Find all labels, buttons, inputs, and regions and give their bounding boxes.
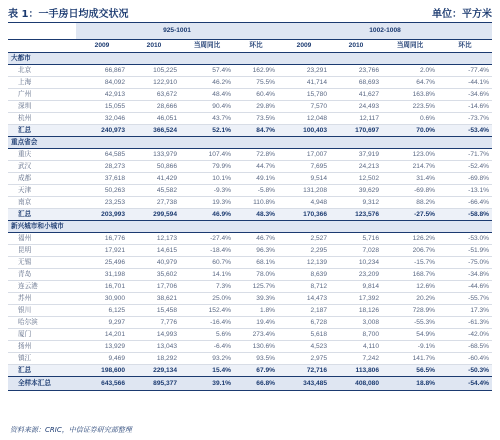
section-title: 大都市	[8, 53, 492, 65]
table-row	[8, 305, 492, 317]
table-cell: -58.8%	[438, 209, 492, 221]
table-cell: 46.7%	[234, 233, 278, 245]
table-cell: 18,292	[128, 353, 180, 365]
table-cell: 57.4%	[180, 65, 234, 77]
row-label: 武汉	[8, 161, 76, 173]
table-cell: 84,092	[76, 77, 128, 89]
table-cell: 29.8%	[234, 101, 278, 113]
row-label: 连云港	[8, 281, 76, 293]
table-cell: 25.0%	[180, 293, 234, 305]
section-header	[8, 137, 492, 149]
table-cell: 133,979	[128, 149, 180, 161]
table-cell: -61.3%	[438, 317, 492, 329]
row-label: 苏州	[8, 293, 76, 305]
table-cell: 15,458	[128, 305, 180, 317]
table-cell: -42.0%	[438, 329, 492, 341]
table-cell: 9,814	[330, 281, 382, 293]
table-cell: 105,225	[128, 65, 180, 77]
table-cell: 90.4%	[180, 101, 234, 113]
table-cell: 214.7%	[382, 161, 438, 173]
table-cell: 88.2%	[382, 197, 438, 209]
table-cell: 343,485	[278, 377, 330, 391]
table-title-row	[8, 5, 492, 19]
table-row	[8, 185, 492, 197]
table-cell: 141.7%	[382, 353, 438, 365]
table-cell: 18.8%	[382, 377, 438, 391]
table-cell: 14,201	[76, 329, 128, 341]
table-row	[8, 113, 492, 125]
table-cell: 12.6%	[382, 281, 438, 293]
row-label: 汇总	[8, 209, 76, 221]
table-cell: 0.6%	[382, 113, 438, 125]
table-cell: -34.6%	[438, 89, 492, 101]
table-cell: 3,008	[330, 317, 382, 329]
row-label: 杭州	[8, 113, 76, 125]
row-label: 天津	[8, 185, 76, 197]
table-cell: 110.8%	[234, 197, 278, 209]
table-cell: -51.9%	[438, 245, 492, 257]
table-title: 表 1：一手房日均成交状况	[8, 9, 129, 20]
section-title: 新兴城市和小城市	[8, 221, 492, 233]
table-cell: 16,701	[76, 281, 128, 293]
table-cell: 162.9%	[234, 65, 278, 77]
table-cell: 40,979	[128, 257, 180, 269]
table-cell: 123.0%	[382, 149, 438, 161]
table-cell: 229,134	[128, 365, 180, 377]
unit-label: 单位：平方米	[432, 9, 492, 20]
table-cell: 45,582	[128, 185, 180, 197]
table-cell: 23,253	[76, 197, 128, 209]
table-cell: 66.8%	[234, 377, 278, 391]
table-body	[8, 53, 492, 391]
table-cell: 170,366	[278, 209, 330, 221]
table-cell: -77.4%	[438, 65, 492, 77]
table-cell: 39,629	[330, 185, 382, 197]
table-cell: 366,524	[128, 125, 180, 137]
header-group-b: 1002-1008	[278, 23, 492, 40]
col-header: 2009	[278, 40, 330, 53]
table-cell: 12,048	[278, 113, 330, 125]
header-corner-2	[8, 40, 76, 53]
table-cell: 32,046	[76, 113, 128, 125]
table-cell: 16,776	[76, 233, 128, 245]
table-cell: 8,639	[278, 269, 330, 281]
table-cell: 9,297	[76, 317, 128, 329]
table-cell: 2.0%	[382, 65, 438, 77]
table-cell: 152.4%	[180, 305, 234, 317]
table-cell: 17,706	[128, 281, 180, 293]
table-cell: 23,291	[278, 65, 330, 77]
table-cell: -53.0%	[438, 233, 492, 245]
row-label: 无锡	[8, 257, 76, 269]
table-row	[8, 161, 492, 173]
table-row	[8, 233, 492, 245]
table-cell: 2,187	[278, 305, 330, 317]
table-cell: 8,712	[278, 281, 330, 293]
table-cell: 125.7%	[234, 281, 278, 293]
table-cell: 50,263	[76, 185, 128, 197]
table-cell: -5.8%	[234, 185, 278, 197]
table-cell: 17,007	[278, 149, 330, 161]
table-cell: -16.4%	[180, 317, 234, 329]
table-cell: 67.9%	[234, 365, 278, 377]
table-cell: 15,780	[278, 89, 330, 101]
table-cell: 48.3%	[234, 209, 278, 221]
table-cell: 39.3%	[234, 293, 278, 305]
table-cell: 895,377	[128, 377, 180, 391]
table-cell: 93.2%	[180, 353, 234, 365]
col-header: 环比	[438, 40, 492, 53]
table-cell: 23,766	[330, 65, 382, 77]
row-label: 汇总	[8, 365, 76, 377]
table-cell: -66.4%	[438, 197, 492, 209]
row-label: 银川	[8, 305, 76, 317]
row-label: 镇江	[8, 353, 76, 365]
col-header: 2010	[128, 40, 180, 53]
table-cell: 131,208	[278, 185, 330, 197]
table-row	[8, 89, 492, 101]
table-cell: 24,493	[330, 101, 382, 113]
table-cell: 168.7%	[382, 269, 438, 281]
table-cell: 113,806	[330, 365, 382, 377]
table-cell: -68.5%	[438, 341, 492, 353]
total-row	[8, 377, 492, 391]
table-row	[8, 341, 492, 353]
table-cell: 35,602	[128, 269, 180, 281]
table-cell: 41,714	[278, 77, 330, 89]
section-title: 重点省会	[8, 137, 492, 149]
header-corner	[8, 23, 76, 40]
header-row-columns	[8, 40, 492, 53]
table-cell: 63,672	[128, 89, 180, 101]
table-cell: 46.9%	[180, 209, 234, 221]
table-cell: 42,913	[76, 89, 128, 101]
table-cell: 52.1%	[180, 125, 234, 137]
table-cell: 66,867	[76, 65, 128, 77]
row-label: 广州	[8, 89, 76, 101]
table-cell: 7,028	[330, 245, 382, 257]
table-cell: 7,776	[128, 317, 180, 329]
table-cell: 408,080	[330, 377, 382, 391]
table-row	[8, 293, 492, 305]
table-cell: 14,993	[128, 329, 180, 341]
table-cell: 48.4%	[180, 89, 234, 101]
table-cell: -54.4%	[438, 377, 492, 391]
table-cell: 170,697	[330, 125, 382, 137]
table-cell: 203,993	[76, 209, 128, 221]
table-cell: 6,125	[76, 305, 128, 317]
table-cell: -13.1%	[438, 185, 492, 197]
col-header: 环比	[234, 40, 278, 53]
table-cell: 14,615	[128, 245, 180, 257]
table-cell: 19.3%	[180, 197, 234, 209]
table-cell: 38,621	[128, 293, 180, 305]
row-label: 福州	[8, 233, 76, 245]
table-cell: -34.8%	[438, 269, 492, 281]
source-note: 资料来源：CRIC，中信证券研究部整理	[10, 426, 132, 434]
table-cell: -53.4%	[438, 125, 492, 137]
table-cell: 299,594	[128, 209, 180, 221]
table-cell: -27.5%	[382, 209, 438, 221]
table-row	[8, 77, 492, 89]
row-label: 青岛	[8, 269, 76, 281]
table-cell: 72.8%	[234, 149, 278, 161]
table-cell: 28,273	[76, 161, 128, 173]
table-cell: -9.1%	[382, 341, 438, 353]
table-cell: 7,695	[278, 161, 330, 173]
table-cell: 60.7%	[180, 257, 234, 269]
table-cell: -44.6%	[438, 281, 492, 293]
table-cell: 107.4%	[180, 149, 234, 161]
table-cell: 1.8%	[234, 305, 278, 317]
table-cell: 163.8%	[382, 89, 438, 101]
table-cell: -14.6%	[438, 101, 492, 113]
table-cell: 12,117	[330, 113, 382, 125]
table-cell: 5,618	[278, 329, 330, 341]
table-cell: 4,948	[278, 197, 330, 209]
table-cell: -6.4%	[180, 341, 234, 353]
col-header: 2009	[76, 40, 128, 53]
table-cell: 18,126	[330, 305, 382, 317]
table-row	[8, 269, 492, 281]
row-label: 北京	[8, 65, 76, 77]
table-cell: 25,496	[76, 257, 128, 269]
table-cell: 643,566	[76, 377, 128, 391]
table-cell: 273.4%	[234, 329, 278, 341]
section-header	[8, 221, 492, 233]
table-cell: 96.3%	[234, 245, 278, 257]
table-cell: 73.5%	[234, 113, 278, 125]
table-cell: 43.7%	[180, 113, 234, 125]
table-row	[8, 65, 492, 77]
subtotal-row	[8, 365, 492, 377]
table-cell: 13,929	[76, 341, 128, 353]
table-cell: -50.3%	[438, 365, 492, 377]
table-cell: 54.9%	[382, 329, 438, 341]
table-cell: 728.9%	[382, 305, 438, 317]
row-label: 扬州	[8, 341, 76, 353]
table-cell: 70.0%	[382, 125, 438, 137]
table-row	[8, 245, 492, 257]
table-cell: 15,055	[76, 101, 128, 113]
col-header: 当周同比	[180, 40, 234, 53]
row-label: 南京	[8, 197, 76, 209]
table-cell: 100,403	[278, 125, 330, 137]
table-cell: 10,234	[330, 257, 382, 269]
table-cell: 41,627	[330, 89, 382, 101]
table-cell: 37,919	[330, 149, 382, 161]
table-cell: 14.1%	[180, 269, 234, 281]
table-cell: 17.3%	[438, 305, 492, 317]
table-cell: -27.4%	[180, 233, 234, 245]
table-row	[8, 317, 492, 329]
table-cell: 5,716	[330, 233, 382, 245]
table-cell: -55.7%	[438, 293, 492, 305]
table-cell: 7,570	[278, 101, 330, 113]
table-cell: 12,139	[278, 257, 330, 269]
table-cell: -73.7%	[438, 113, 492, 125]
row-label: 昆明	[8, 245, 76, 257]
table-cell: 64,585	[76, 149, 128, 161]
table-cell: 13,043	[128, 341, 180, 353]
table-row	[8, 173, 492, 185]
table-cell: 4,110	[330, 341, 382, 353]
table-cell: 9,469	[76, 353, 128, 365]
table-cell: 68.1%	[234, 257, 278, 269]
table-cell: 84.7%	[234, 125, 278, 137]
table-cell: 50,866	[128, 161, 180, 173]
table-cell: -75.0%	[438, 257, 492, 269]
table-cell: -60.4%	[438, 353, 492, 365]
table-cell: -52.4%	[438, 161, 492, 173]
table-cell: 206.7%	[382, 245, 438, 257]
table-cell: 49.1%	[234, 173, 278, 185]
table-cell: 4,523	[278, 341, 330, 353]
table-cell: 8,700	[330, 329, 382, 341]
row-label: 深圳	[8, 101, 76, 113]
table-cell: 122,910	[128, 77, 180, 89]
table-cell: 126.2%	[382, 233, 438, 245]
table-cell: -69.8%	[382, 185, 438, 197]
row-label: 上海	[8, 77, 76, 89]
table-cell: 41,429	[128, 173, 180, 185]
table-cell: 20.2%	[382, 293, 438, 305]
subtotal-row	[8, 125, 492, 137]
table-row	[8, 101, 492, 113]
table-cell: -9.3%	[180, 185, 234, 197]
table-cell: 10.1%	[180, 173, 234, 185]
table-cell: 17,921	[76, 245, 128, 257]
table-cell: 72,716	[278, 365, 330, 377]
table-cell: 198,600	[76, 365, 128, 377]
table-cell: 68,693	[330, 77, 382, 89]
table-cell: 46,051	[128, 113, 180, 125]
table-cell: 2,527	[278, 233, 330, 245]
table-cell: 130.6%	[234, 341, 278, 353]
row-label: 厦门	[8, 329, 76, 341]
row-label: 哈尔滨	[8, 317, 76, 329]
table-cell: 46.2%	[180, 77, 234, 89]
table-cell: -15.7%	[382, 257, 438, 269]
table-cell: 5.6%	[180, 329, 234, 341]
section-header	[8, 53, 492, 65]
table-cell: 2,975	[278, 353, 330, 365]
col-header: 2010	[330, 40, 382, 53]
table-cell: 12,502	[330, 173, 382, 185]
table-cell: 12,173	[128, 233, 180, 245]
table-cell: 44.7%	[234, 161, 278, 173]
table-cell: -18.4%	[180, 245, 234, 257]
header-group-a: 925-1001	[76, 23, 278, 40]
row-label: 成都	[8, 173, 76, 185]
table-cell: -69.8%	[438, 173, 492, 185]
table-cell: 30,900	[76, 293, 128, 305]
table-row	[8, 149, 492, 161]
row-label: 重庆	[8, 149, 76, 161]
table-cell: 24,213	[330, 161, 382, 173]
table-cell: -55.3%	[382, 317, 438, 329]
table-cell: 79.9%	[180, 161, 234, 173]
transaction-table	[8, 22, 492, 391]
table-cell: 56.5%	[382, 365, 438, 377]
table-row	[8, 281, 492, 293]
table-cell: 17,392	[330, 293, 382, 305]
table-cell: 123,576	[330, 209, 382, 221]
table-cell: -71.7%	[438, 149, 492, 161]
row-label: 全样本汇总	[8, 377, 76, 391]
col-header: 当周同比	[382, 40, 438, 53]
header-row-groups	[8, 23, 492, 40]
table-cell: 31.4%	[382, 173, 438, 185]
table-cell: 9,312	[330, 197, 382, 209]
table-cell: 2,295	[278, 245, 330, 257]
table-cell: 78.0%	[234, 269, 278, 281]
table-cell: 75.5%	[234, 77, 278, 89]
row-label: 汇总	[8, 125, 76, 137]
table-row	[8, 257, 492, 269]
table-cell: 7,242	[330, 353, 382, 365]
table-row	[8, 353, 492, 365]
table-cell: 39.1%	[180, 377, 234, 391]
table-cell: 64.7%	[382, 77, 438, 89]
table-cell: 27,738	[128, 197, 180, 209]
table-cell: -44.1%	[438, 77, 492, 89]
table-cell: 14,473	[278, 293, 330, 305]
table-row	[8, 197, 492, 209]
table-cell: 28,666	[128, 101, 180, 113]
table-cell: 60.4%	[234, 89, 278, 101]
table-cell: 9,514	[278, 173, 330, 185]
table-cell: 93.5%	[234, 353, 278, 365]
table-cell: 37,618	[76, 173, 128, 185]
table-cell: 6,728	[278, 317, 330, 329]
table-cell: 223.5%	[382, 101, 438, 113]
subtotal-row	[8, 209, 492, 221]
table-cell: 31,198	[76, 269, 128, 281]
table-cell: 7.3%	[180, 281, 234, 293]
table-cell: 240,973	[76, 125, 128, 137]
table-cell: 23,209	[330, 269, 382, 281]
table-cell: 15.4%	[180, 365, 234, 377]
table-row	[8, 329, 492, 341]
table-cell: 19.4%	[234, 317, 278, 329]
